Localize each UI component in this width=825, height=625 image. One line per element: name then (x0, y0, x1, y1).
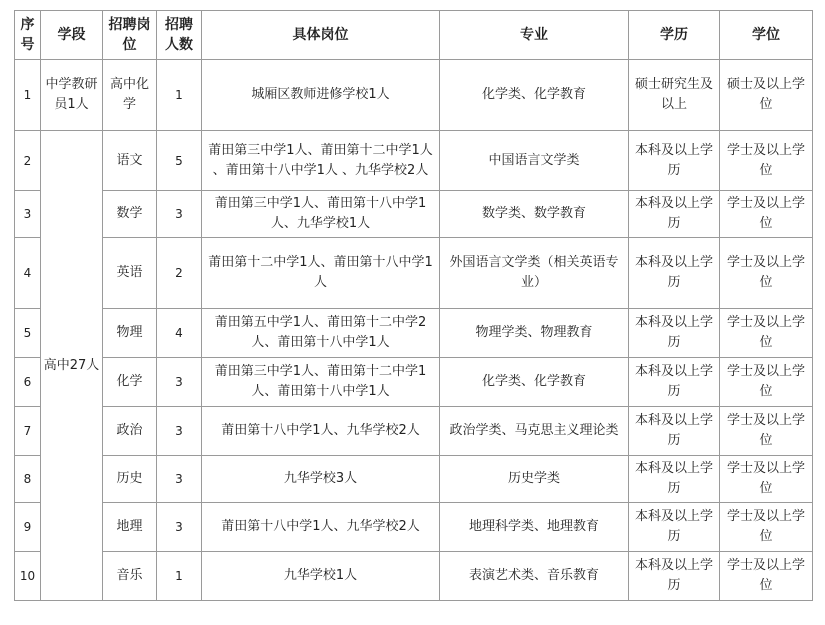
cell-degree: 学士及以上学位 (720, 131, 813, 191)
table-row (15, 191, 813, 238)
cell-post: 数学 (103, 191, 157, 238)
cell-degree: 学士及以上学位 (720, 407, 813, 456)
table-row (15, 552, 813, 601)
cell-degree: 学士及以上学位 (720, 309, 813, 358)
cell-detail: 九华学校3人 (202, 456, 440, 503)
cell-education: 本科及以上学历 (629, 131, 720, 191)
cell-education: 本科及以上学历 (629, 503, 720, 552)
cell-stage-high-school: 高中27人 (41, 131, 103, 601)
cell-major: 化学类、化学教育 (440, 60, 629, 131)
cell-education: 本科及以上学历 (629, 238, 720, 309)
table-row (15, 60, 813, 131)
cell-degree: 学士及以上学位 (720, 358, 813, 407)
cell-count: 4 (157, 309, 202, 358)
cell-major: 政治学类、马克思主义理论类 (440, 407, 629, 456)
cell-education: 硕士研究生及以上 (629, 60, 720, 131)
cell-detail: 莆田第五中学1人、莆田第十二中学2人、莆田第十八中学1人 (202, 309, 440, 358)
header-major: 专业 (440, 11, 629, 60)
cell-count: 2 (157, 238, 202, 309)
cell-education: 本科及以上学历 (629, 309, 720, 358)
header-row (15, 11, 813, 60)
cell-major: 化学类、化学教育 (440, 358, 629, 407)
cell-post: 语文 (103, 131, 157, 191)
cell-seq: 1 (15, 60, 41, 131)
header-stage: 学段 (41, 11, 103, 60)
cell-degree: 学士及以上学位 (720, 503, 813, 552)
header-education: 学历 (629, 11, 720, 60)
cell-post: 地理 (103, 503, 157, 552)
cell-major: 数学类、数学教育 (440, 191, 629, 238)
cell-major: 历史学类 (440, 456, 629, 503)
cell-post: 化学 (103, 358, 157, 407)
cell-count: 3 (157, 407, 202, 456)
header-seq: 序号 (15, 11, 41, 60)
cell-post: 政治 (103, 407, 157, 456)
recruitment-table (14, 10, 813, 601)
cell-detail: 莆田第三中学1人、莆田第十八中学1人、九华学校1人 (202, 191, 440, 238)
cell-degree: 学士及以上学位 (720, 456, 813, 503)
cell-seq: 5 (15, 309, 41, 358)
cell-seq: 9 (15, 503, 41, 552)
cell-seq: 8 (15, 456, 41, 503)
cell-detail: 莆田第三中学1人、莆田第十二中学1人 、莆田第十八中学1人 、九华学校2人 (202, 131, 440, 191)
cell-count: 1 (157, 552, 202, 601)
table-row (15, 503, 813, 552)
cell-count: 3 (157, 358, 202, 407)
header-detail: 具体岗位 (202, 11, 440, 60)
cell-education: 本科及以上学历 (629, 191, 720, 238)
header-degree: 学位 (720, 11, 813, 60)
cell-education: 本科及以上学历 (629, 552, 720, 601)
cell-count: 3 (157, 456, 202, 503)
cell-count: 1 (157, 60, 202, 131)
cell-detail: 莆田第十八中学1人、九华学校2人 (202, 407, 440, 456)
cell-major: 表演艺术类、音乐教育 (440, 552, 629, 601)
cell-degree: 硕士及以上学位 (720, 60, 813, 131)
table-row (15, 131, 813, 191)
cell-post: 高中化学 (103, 60, 157, 131)
cell-detail: 莆田第十二中学1人、莆田第十八中学1人 (202, 238, 440, 309)
cell-education: 本科及以上学历 (629, 358, 720, 407)
cell-degree: 学士及以上学位 (720, 552, 813, 601)
cell-major: 中国语言文学类 (440, 131, 629, 191)
header-count: 招聘人数 (157, 11, 202, 60)
header-post: 招聘岗位 (103, 11, 157, 60)
table-row (15, 407, 813, 456)
cell-detail: 城厢区教师进修学校1人 (202, 60, 440, 131)
cell-seq: 6 (15, 358, 41, 407)
cell-seq: 10 (15, 552, 41, 601)
cell-seq: 3 (15, 191, 41, 238)
cell-detail: 莆田第三中学1人、莆田第十二中学1人、莆田第十八中学1人 (202, 358, 440, 407)
cell-major: 外国语言文学类（相关英语专业） (440, 238, 629, 309)
cell-detail: 九华学校1人 (202, 552, 440, 601)
cell-post: 物理 (103, 309, 157, 358)
cell-seq: 2 (15, 131, 41, 191)
cell-detail: 莆田第十八中学1人、九华学校2人 (202, 503, 440, 552)
cell-seq: 4 (15, 238, 41, 309)
cell-degree: 学士及以上学位 (720, 238, 813, 309)
cell-post: 历史 (103, 456, 157, 503)
cell-post: 音乐 (103, 552, 157, 601)
cell-major: 地理科学类、地理教育 (440, 503, 629, 552)
cell-education: 本科及以上学历 (629, 407, 720, 456)
cell-seq: 7 (15, 407, 41, 456)
cell-count: 5 (157, 131, 202, 191)
cell-major: 物理学类、物理教育 (440, 309, 629, 358)
table-row (15, 309, 813, 358)
cell-degree: 学士及以上学位 (720, 191, 813, 238)
table-row (15, 358, 813, 407)
table-row (15, 238, 813, 309)
table-row (15, 456, 813, 503)
cell-count: 3 (157, 503, 202, 552)
cell-post: 英语 (103, 238, 157, 309)
cell-count: 3 (157, 191, 202, 238)
cell-education: 本科及以上学历 (629, 456, 720, 503)
cell-stage-middle-research: 中学教研员1人 (41, 60, 103, 131)
